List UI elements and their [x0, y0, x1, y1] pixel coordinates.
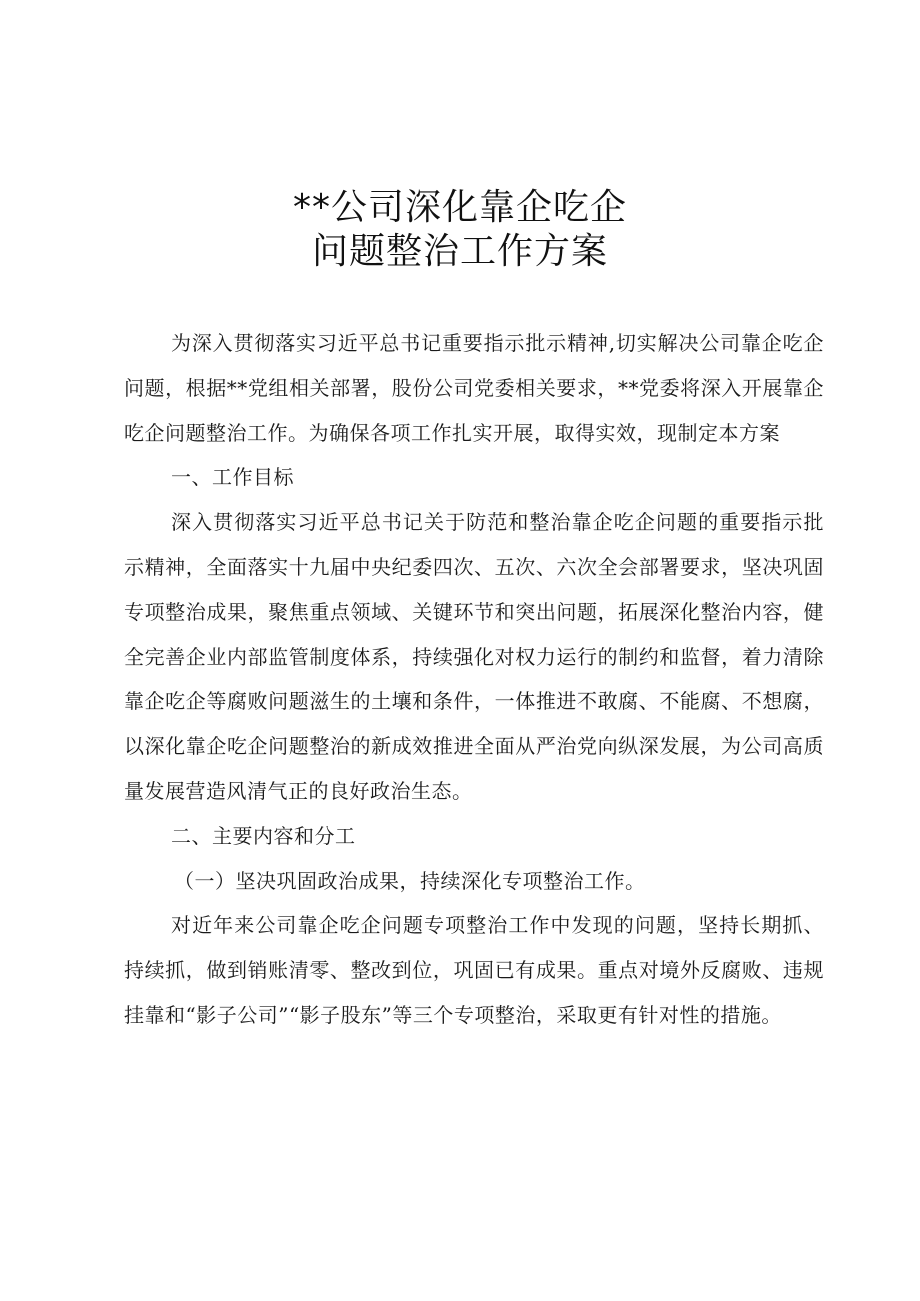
subsection-1-paragraph: 对近年来公司靠企吃企问题专项整治工作中发现的问题，坚持长期抓、持续抓，做到销账清零、整改到位，巩固已有成果。重点对境外反腐败、违规挂靠和“影子公司”“影子股东”等三个专项整治，采取更有针对性的措施。 — [124, 913, 824, 1027]
intro-paragraph: 为深入贯彻落实习近平总书记重要指示批示精神,切实解决公司靠企吃企问题，根据**党组相关部署，股份公司党委相关要求，**党委将深入开展靠企吃企问题整治工作。为确保各项工作扎实开展，取得实效，现制定本方案 — [124, 331, 824, 445]
document-body — [124, 321, 824, 1038]
section-1-heading: 一、工作目标 — [171, 465, 294, 490]
section-2-heading: 二、主要内容和分工 — [171, 823, 356, 848]
section-1-paragraph: 深入贯彻落实习近平总书记关于防范和整治靠企吃企问题的重要指示批示精神，全面落实十九届中央纪委四次、五次、六次全会部署要求，坚决巩固专项整治成果，聚焦重点领域、关键环节和突出问题，拓展深化整治内容，健全完善企业内部监管制度体系，持续强化对权力运行的制约和监督，着力清除靠企吃企等腐败问题滋生的土壤和条件，一体推进不敢腐、不能腐、不想腐，以深化靠企吃企问题整治的新成效推进全面从严治党向纵深发展，为公司高质量发展营造风清气正的良好政治生态。 — [124, 510, 824, 803]
subsection-1-heading: （一）坚决巩固政治成果，持续深化专项整治工作。 — [174, 868, 646, 893]
document-title-line-1: **公司深化靠企吃企 — [292, 187, 627, 228]
document-title-line-2: 问题整治工作方案 — [311, 231, 608, 272]
